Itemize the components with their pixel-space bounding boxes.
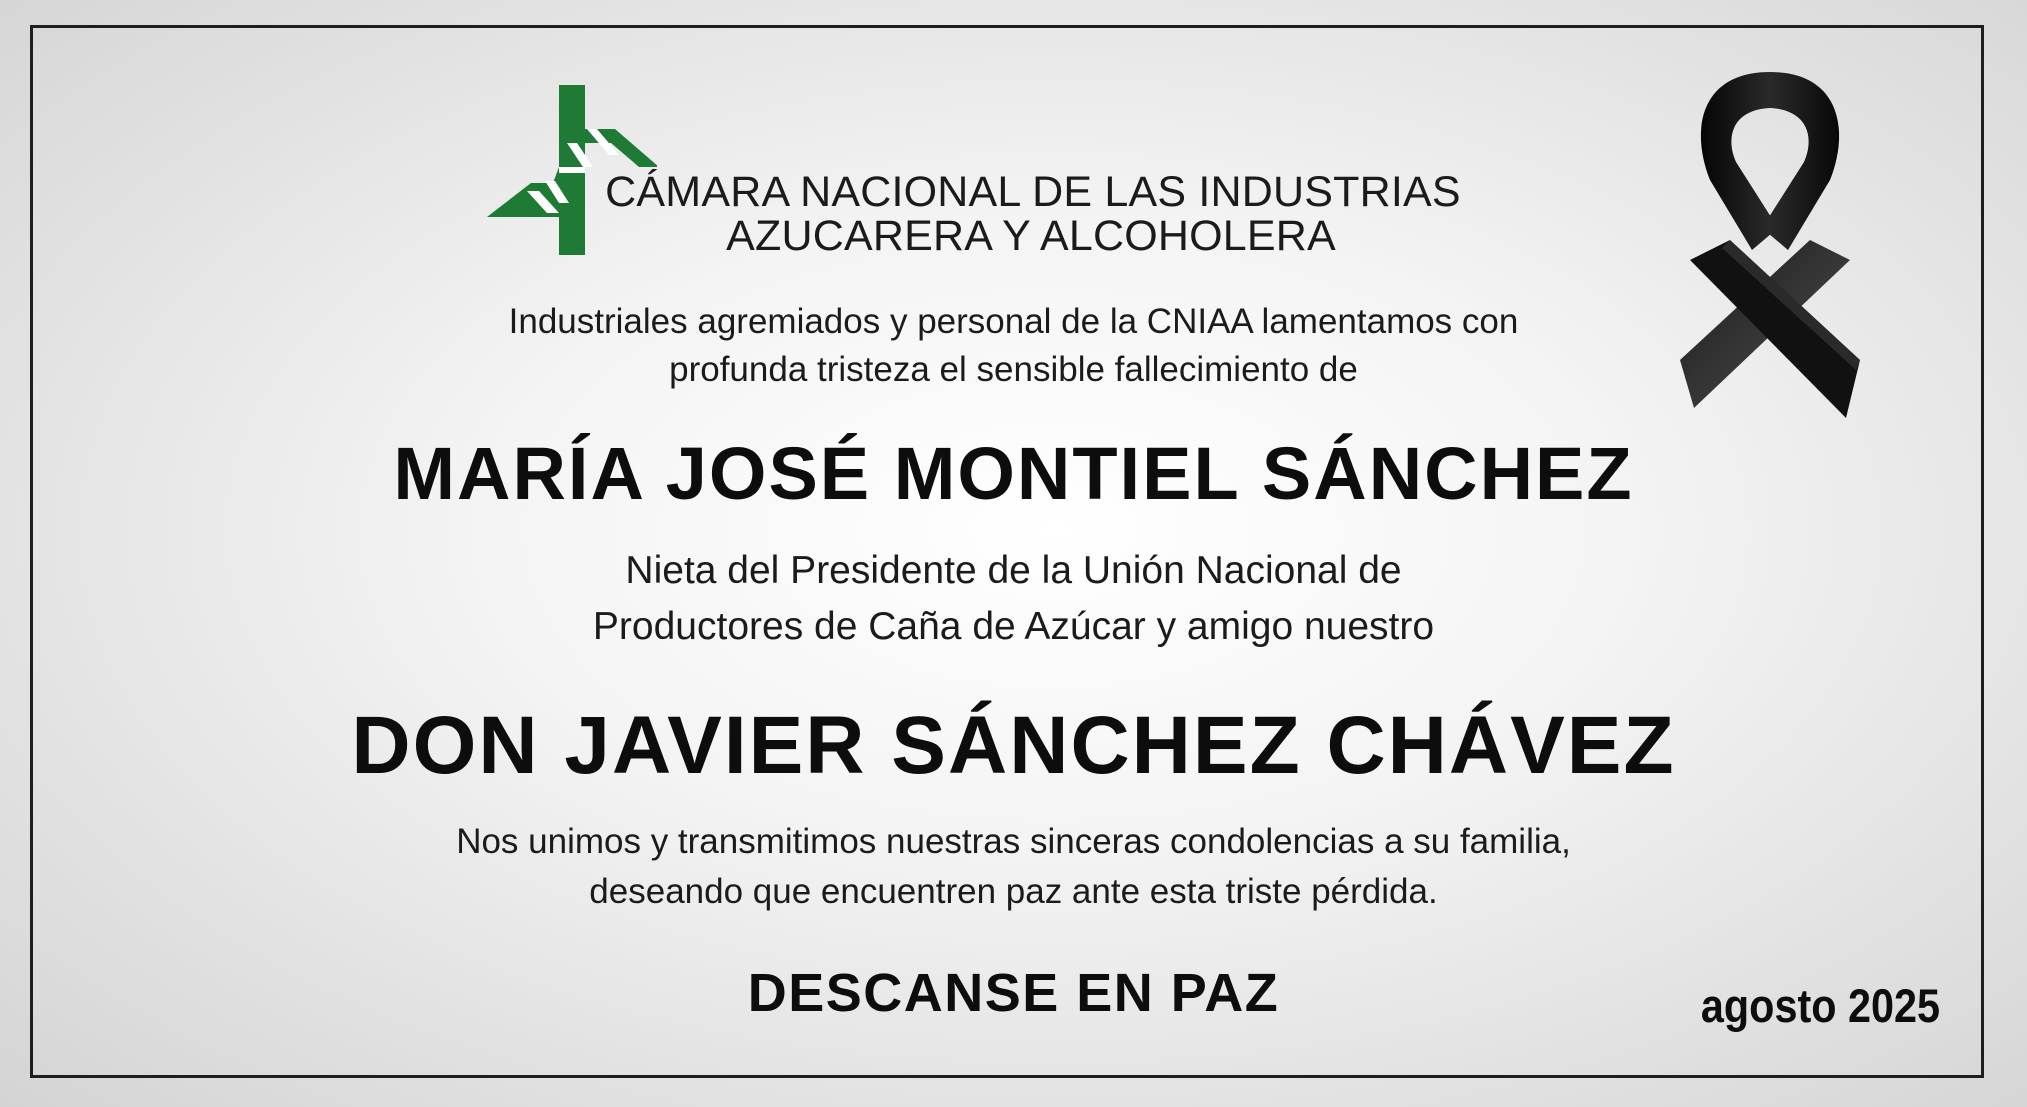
organization-name-line1: CÁMARA NACIONAL DE LAS INDUSTRIAS: [605, 168, 1461, 216]
date-text: agosto 2025: [1700, 979, 1940, 1032]
deceased-name: MARÍA JOSÉ MONTIEL SÁNCHEZ: [393, 432, 1634, 515]
relative-name: DON JAVIER SÁNCHEZ CHÁVEZ: [351, 700, 1676, 791]
intro-text: [0, 298, 2027, 394]
relation-line2: Productores de Caña de Azúcar y amigo nuestro: [592, 605, 1435, 648]
condolence-text: [0, 817, 2027, 917]
organization-name-line2: AZUCARERA Y ALCOHOLERA: [726, 212, 1336, 260]
relation-line1: Nieta del Presidente de la Unión Nacional de: [625, 549, 1402, 592]
intro-line2: profunda tristeza el sensible fallecimiento de: [669, 350, 1358, 389]
intro-line1: Industriales agremiados y personal de la CNIAA lamentamos con: [508, 302, 1519, 341]
condolence-line2: deseando que encuentren paz ante esta triste pérdida.: [589, 872, 1438, 911]
organization-name: [600, 170, 1500, 258]
relation-text: [0, 543, 2027, 655]
closing-text: DESCANSE EN PAZ: [747, 963, 1280, 1023]
condolence-line1: Nos unimos y transmitimos nuestras sinceras condolencias a su familia,: [456, 822, 1571, 861]
